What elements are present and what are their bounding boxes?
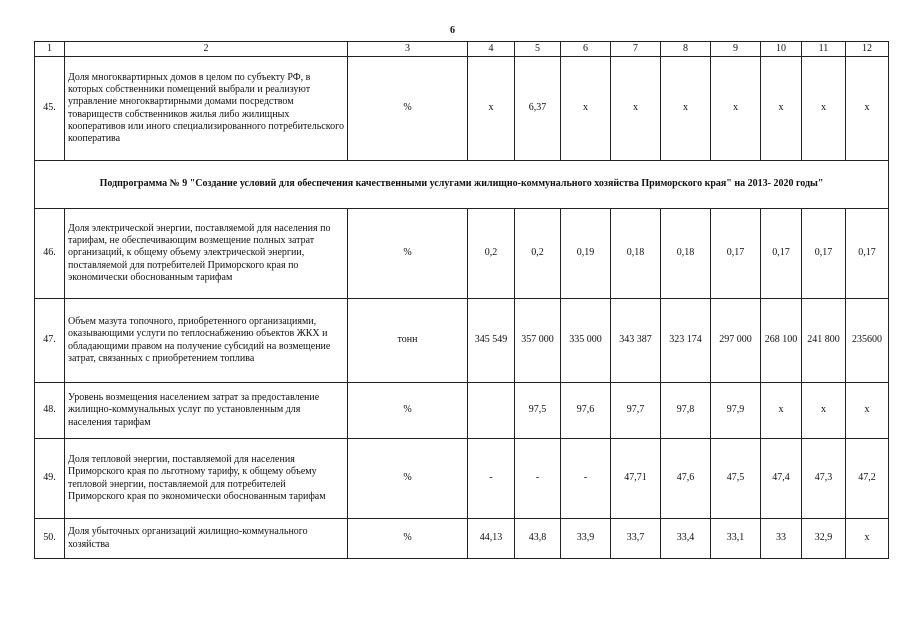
value-cell: 47,4 <box>761 439 802 519</box>
unit-cell: % <box>348 383 468 439</box>
value-cell: 44,13 <box>468 519 515 559</box>
value-cell: 0,17 <box>802 209 846 299</box>
value-cell: 47,71 <box>611 439 661 519</box>
value-cell: x <box>846 57 889 161</box>
header-cell: 5 <box>515 42 561 57</box>
value-cell: 235600 <box>846 299 889 383</box>
value-cell: x <box>846 383 889 439</box>
value-cell: 47,6 <box>661 439 711 519</box>
value-cell <box>468 383 515 439</box>
header-cell: 4 <box>468 42 515 57</box>
header-row <box>35 42 889 57</box>
value-cell: 357 000 <box>515 299 561 383</box>
value-cell: 33,1 <box>711 519 761 559</box>
value-cell: x <box>761 383 802 439</box>
value-cell: 345 549 <box>468 299 515 383</box>
value-cell: x <box>846 519 889 559</box>
header-cell: 9 <box>711 42 761 57</box>
unit-cell: % <box>348 209 468 299</box>
value-cell: 47,5 <box>711 439 761 519</box>
header-cell: 3 <box>348 42 468 57</box>
value-cell: 0,17 <box>711 209 761 299</box>
value-cell: 343 387 <box>611 299 661 383</box>
subprogram-title: Подпрограмма № 9 "Создание условий для обеспечения качественными услугами жилищно-коммунального хозяйства Приморского края" на 2013- 2020 годы" <box>35 161 889 209</box>
value-cell: 33,9 <box>561 519 611 559</box>
value-cell: 0,17 <box>761 209 802 299</box>
value-cell: 335 000 <box>561 299 611 383</box>
indicator-description: Уровень возмещения населением затрат за предоставление жилищно-коммунальных услуг по установленным для населения тарифам <box>65 383 348 439</box>
table-row <box>35 439 889 519</box>
value-cell: x <box>561 57 611 161</box>
header-cell: 10 <box>761 42 802 57</box>
value-cell: 47,3 <box>802 439 846 519</box>
header-cell: 1 <box>35 42 65 57</box>
value-cell: 0,17 <box>846 209 889 299</box>
row-number: 49. <box>35 439 65 519</box>
header-cell: 8 <box>661 42 711 57</box>
value-cell: 33,4 <box>661 519 711 559</box>
value-cell: 268 100 <box>761 299 802 383</box>
value-cell: x <box>611 57 661 161</box>
value-cell: 43,8 <box>515 519 561 559</box>
unit-cell: тонн <box>348 299 468 383</box>
table-row <box>35 519 889 559</box>
indicator-description: Доля убыточных организаций жилищно-коммунального хозяйства <box>65 519 348 559</box>
value-cell: 97,5 <box>515 383 561 439</box>
header-cell: 2 <box>65 42 348 57</box>
indicators-table <box>34 41 889 559</box>
value-cell: 33,7 <box>611 519 661 559</box>
value-cell: 33 <box>761 519 802 559</box>
table-row <box>35 299 889 383</box>
value-cell: 97,6 <box>561 383 611 439</box>
value-cell: x <box>661 57 711 161</box>
row-number: 45. <box>35 57 65 161</box>
value-cell: 0,2 <box>515 209 561 299</box>
unit-cell: % <box>348 57 468 161</box>
value-cell: 97,7 <box>611 383 661 439</box>
value-cell: 241 800 <box>802 299 846 383</box>
table-row <box>35 209 889 299</box>
unit-cell: % <box>348 519 468 559</box>
page-number: 6 <box>450 25 455 36</box>
subprogram-row <box>35 161 889 209</box>
row-number: 50. <box>35 519 65 559</box>
value-cell: 6,37 <box>515 57 561 161</box>
header-cell: 6 <box>561 42 611 57</box>
table-row <box>35 57 889 161</box>
value-cell: 0,18 <box>611 209 661 299</box>
value-cell: 32,9 <box>802 519 846 559</box>
value-cell: 0,18 <box>661 209 711 299</box>
value-cell: x <box>802 383 846 439</box>
header-cell: 11 <box>802 42 846 57</box>
row-number: 48. <box>35 383 65 439</box>
value-cell: 97,9 <box>711 383 761 439</box>
table-row <box>35 383 889 439</box>
value-cell: x <box>761 57 802 161</box>
row-number: 47. <box>35 299 65 383</box>
header-cell: 7 <box>611 42 661 57</box>
value-cell: - <box>468 439 515 519</box>
indicator-description: Объем мазута топочного, приобретенного организациями, оказывающими услуги по теплоснабжению объектов ЖКХ и обладающими правом на получение субсидий на возмещение затрат, связанных с приобретением топлива <box>65 299 348 383</box>
row-number: 46. <box>35 209 65 299</box>
value-cell: 297 000 <box>711 299 761 383</box>
value-cell: 0,19 <box>561 209 611 299</box>
value-cell: - <box>515 439 561 519</box>
header-cell: 12 <box>846 42 889 57</box>
value-cell: x <box>711 57 761 161</box>
indicator-description: Доля электрической энергии, поставляемой для населения по тарифам, не обеспечивающим возмещение полных затрат организаций, к общему объему электрической энергии, поставляемой для потребителей Приморского края по экономически обоснованным тарифам <box>65 209 348 299</box>
value-cell: x <box>468 57 515 161</box>
unit-cell: % <box>348 439 468 519</box>
value-cell: 323 174 <box>661 299 711 383</box>
indicator-description: Доля многоквартирных домов в целом по субъекту РФ, в которых собственники помещений выбрали и реализуют управление многоквартирными домами посредством товариществ собственников жилья либо жилищных кооперативов или иного специализированного потребительского кооператива <box>65 57 348 161</box>
value-cell: 97,8 <box>661 383 711 439</box>
indicator-description: Доля тепловой энергии, поставляемой для населения Приморского края по льготному тарифу, к общему объему тепловой энергии, поставляемой для потребителей Приморского края по экономически обоснованным тарифам <box>65 439 348 519</box>
value-cell: 0,2 <box>468 209 515 299</box>
value-cell: x <box>802 57 846 161</box>
value-cell: - <box>561 439 611 519</box>
value-cell: 47,2 <box>846 439 889 519</box>
